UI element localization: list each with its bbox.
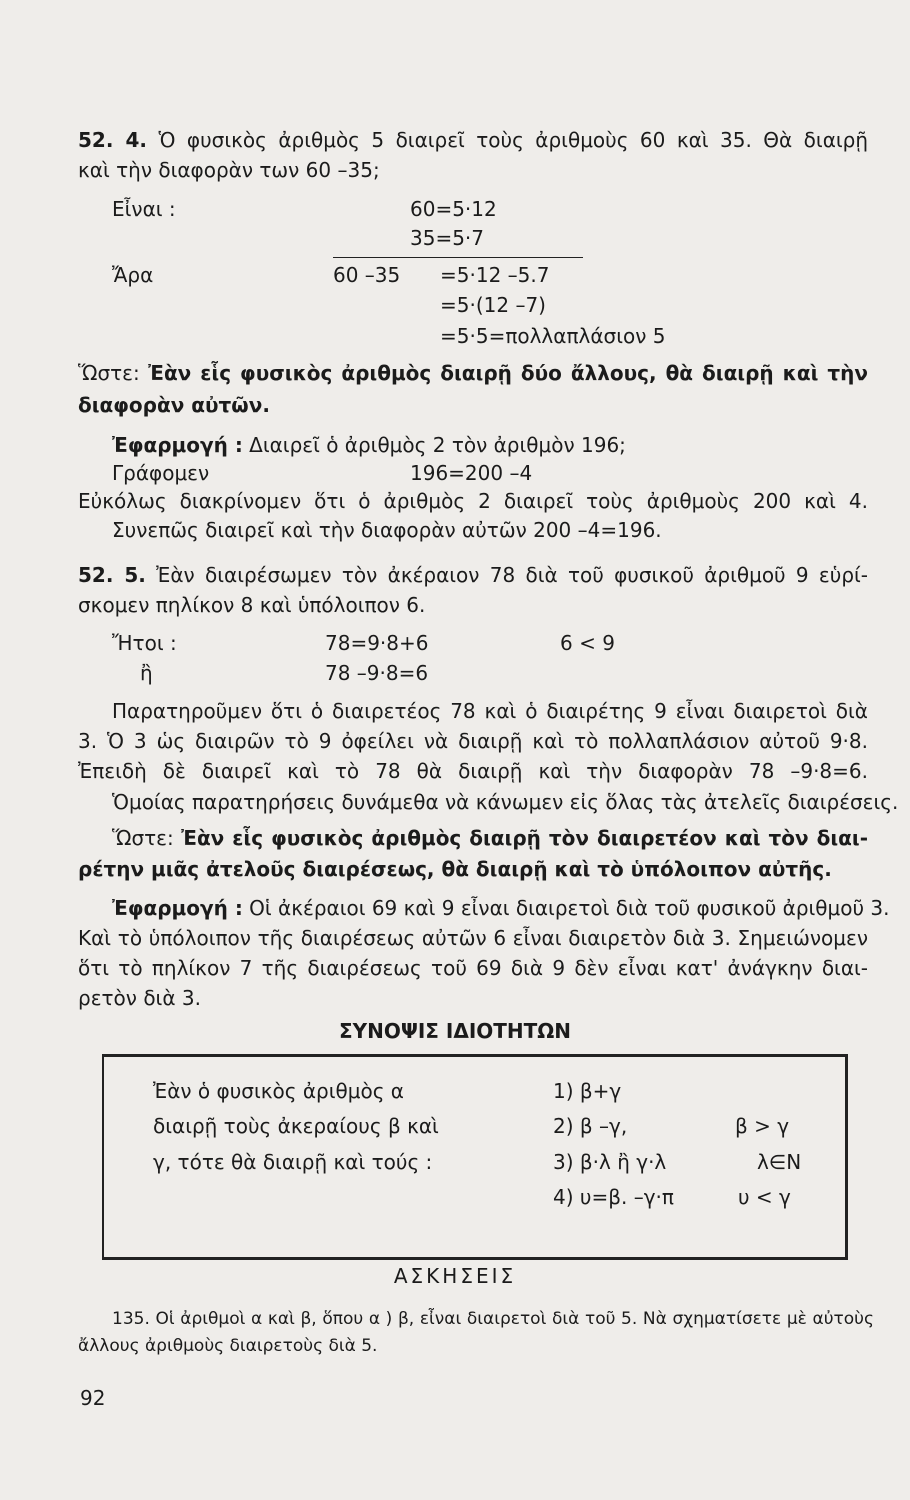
equation: 78=9·8+6 bbox=[325, 631, 429, 655]
summary-left-line: γ, τότε θὰ διαιρῇ καὶ τούς : bbox=[153, 1150, 433, 1174]
section-number: 52. 5. bbox=[78, 563, 146, 587]
rule-text: Ἐὰν εἷς φυσικὸς ἀριθμὸς διαιρῇ τὸν διαιρετέον καὶ τὸν διαι- bbox=[181, 826, 868, 850]
summary-left-rule bbox=[102, 1054, 104, 1260]
einai-label: Εἶναι : bbox=[112, 197, 176, 221]
hoste-label: Ὥστε: bbox=[112, 826, 174, 850]
summary-item: 2) β –γ, bbox=[553, 1114, 628, 1138]
section-52-4-line-1 bbox=[78, 127, 868, 153]
equation: 78 –9·8=6 bbox=[325, 661, 429, 685]
equation-lhs: 60 –35 bbox=[333, 263, 401, 287]
application-line-4: Συνεπῶς διαιρεῖ καὶ τὴν διαφορὰν αὐτῶν 200 –4=196. bbox=[112, 518, 662, 542]
paragraph-line: Παρατηροῦμεν ὅτι ὁ διαιρετέος 78 καὶ ὁ διαιρέτης 9 εἶναι διαιρετοὶ διὰ bbox=[112, 699, 868, 723]
summary-bottom-rule bbox=[102, 1257, 848, 1260]
summary-condition: λ∈N bbox=[757, 1150, 802, 1174]
section-52-5-line-1 bbox=[78, 562, 868, 588]
section-number: 52. 4. bbox=[78, 128, 148, 152]
equation: =5·12 –5.7 bbox=[440, 263, 550, 287]
application-line-4: ρετὸν διὰ 3. bbox=[78, 986, 201, 1010]
summary-item: 4) υ=β. –γ·π bbox=[553, 1185, 674, 1209]
ara-label: Ἄρα bbox=[112, 263, 154, 287]
summary-left-line: Ἐὰν ὁ φυσικὸς ἀριθμὸς α bbox=[153, 1079, 404, 1103]
application-line-3: Εὐκόλως διακρίνομεν ὅτι ὁ ἀριθμὸς 2 διαιρεῖ τοὺς ἀριθμοὺς 200 καὶ 4. bbox=[78, 489, 868, 513]
application-label: Ἐφαρμογή : bbox=[112, 896, 243, 920]
summary-item: 3) β·λ ἢ γ·λ bbox=[553, 1150, 667, 1174]
page-number: 92 bbox=[80, 1386, 106, 1410]
i-label: ἢ bbox=[140, 661, 153, 685]
equation: 196=200 –4 bbox=[410, 461, 533, 485]
summary-right-rule bbox=[845, 1054, 848, 1260]
paragraph-line: 3. Ὁ 3 ὡς διαιρῶν τὸ 9 ὀφείλει νὰ διαιρῇ καὶ τὸ πολλαπλάσιον αὐτοῦ 9·8. bbox=[78, 729, 868, 753]
inequality: 6 < 9 bbox=[560, 631, 615, 655]
application-line-1 bbox=[112, 895, 890, 921]
summary-left-line: διαιρῇ τοὺς ἀκεραίους β καὶ bbox=[153, 1114, 439, 1138]
paragraph-line: Ἐπειδὴ δὲ διαιρεῖ καὶ τὸ 78 θὰ διαιρῇ καὶ τὴν διαφορὰν 78 –9·8=6. bbox=[78, 759, 868, 783]
rule-text: Ἐὰν εἷς φυσικὸς ἀριθμὸς διαιρῇ δύο ἄλλους, θὰ διαιρῇ καὶ τὴν bbox=[148, 361, 868, 385]
summary-condition: β > γ bbox=[735, 1114, 790, 1138]
application-line-2: Καὶ τὸ ὑπόλοιπον τῆς διαιρέσεως αὐτῶν 6 εἶναι διαιρετὸν διὰ 3. Σημειώνομεν bbox=[78, 926, 868, 950]
itoi-label: Ἤτοι : bbox=[112, 631, 177, 655]
application-line-1 bbox=[112, 432, 626, 458]
paragraph-text: Ὁ φυσικὸς ἀριθμὸς 5 διαιρεῖ τοὺς ἀριθμοὺς 60 καὶ 35. Θὰ διαιρῇ bbox=[158, 128, 869, 152]
rule-line-2: ρέτην μιᾶς ἀτελοῦς διαιρέσεως, θὰ διαιρῇ καὶ τὸ ὑπόλοιπον αὐτῆς. bbox=[78, 857, 832, 881]
equation: 35=5·7 bbox=[410, 226, 485, 250]
application-text: Διαιρεῖ ὁ ἀριθμὸς 2 τὸν ἀριθμὸν 196; bbox=[249, 433, 626, 457]
exercises-title: ΑΣΚΗΣΕΙΣ bbox=[393, 1264, 517, 1288]
hoste-label: Ὥστε: bbox=[78, 361, 140, 385]
rule-line-1 bbox=[112, 825, 868, 851]
summary-item: 1) β+γ bbox=[553, 1079, 622, 1103]
section-52-5-line-2: σκομεν πηλίκον 8 καὶ ὑπόλοιπον 6. bbox=[78, 593, 426, 617]
exercise-line: 135. Οἱ ἀριθμοὶ α καὶ β, ὅπου α ) β, εἶναι διαιρετοὶ διὰ τοῦ 5. Νὰ σχηματίσετε μὲ αὐτοὺς bbox=[112, 1309, 874, 1329]
section-52-4-line-2: καὶ τὴν διαφορὰν των 60 –35; bbox=[78, 158, 380, 182]
equation: =5·(12 –7) bbox=[440, 293, 546, 317]
summary-top-rule bbox=[102, 1054, 848, 1057]
rule-line-2: διαφορὰν αὐτῶν. bbox=[78, 393, 270, 417]
equation-rule bbox=[333, 257, 583, 258]
summary-title: ΣΥΝΟΨΙΣ ΙΔΙΟΤΗΤΩΝ bbox=[338, 1019, 572, 1043]
application-text: Οἱ ἀκέραιοι 69 καὶ 9 εἶναι διαιρετοὶ διὰ τοῦ φυσικοῦ ἀριθμοῦ 3. bbox=[249, 896, 890, 920]
summary-condition: υ < γ bbox=[738, 1185, 791, 1209]
application-label: Ἐφαρμογή : bbox=[112, 433, 243, 457]
paragraph-text: Ἐὰν διαιρέσωμεν τὸν ἀκέραιον 78 διὰ τοῦ φυσικοῦ ἀριθμοῦ 9 εὑρί- bbox=[156, 563, 868, 587]
equation: 60=5·12 bbox=[410, 197, 497, 221]
exercise-line: ἄλλους ἀριθμοὺς διαιρετοὺς διὰ 5. bbox=[78, 1336, 378, 1356]
paragraph-line: Ὁμοίας παρατηρήσεις δυνάμεθα νὰ κάνωμεν εἰς ὅλας τὰς ἀτελεῖς διαιρέσεις. bbox=[112, 790, 899, 814]
rule-line-1 bbox=[78, 360, 868, 386]
application-line-3: ὅτι τὸ πηλίκον 7 τῆς διαιρέσεως τοῦ 69 διὰ 9 δὲν εἶναι κατ' ἀνάγκην διαι- bbox=[78, 956, 868, 980]
equation: =5·5=πολλαπλάσιον 5 bbox=[440, 324, 666, 348]
grafomen-label: Γράφομεν bbox=[112, 461, 210, 485]
